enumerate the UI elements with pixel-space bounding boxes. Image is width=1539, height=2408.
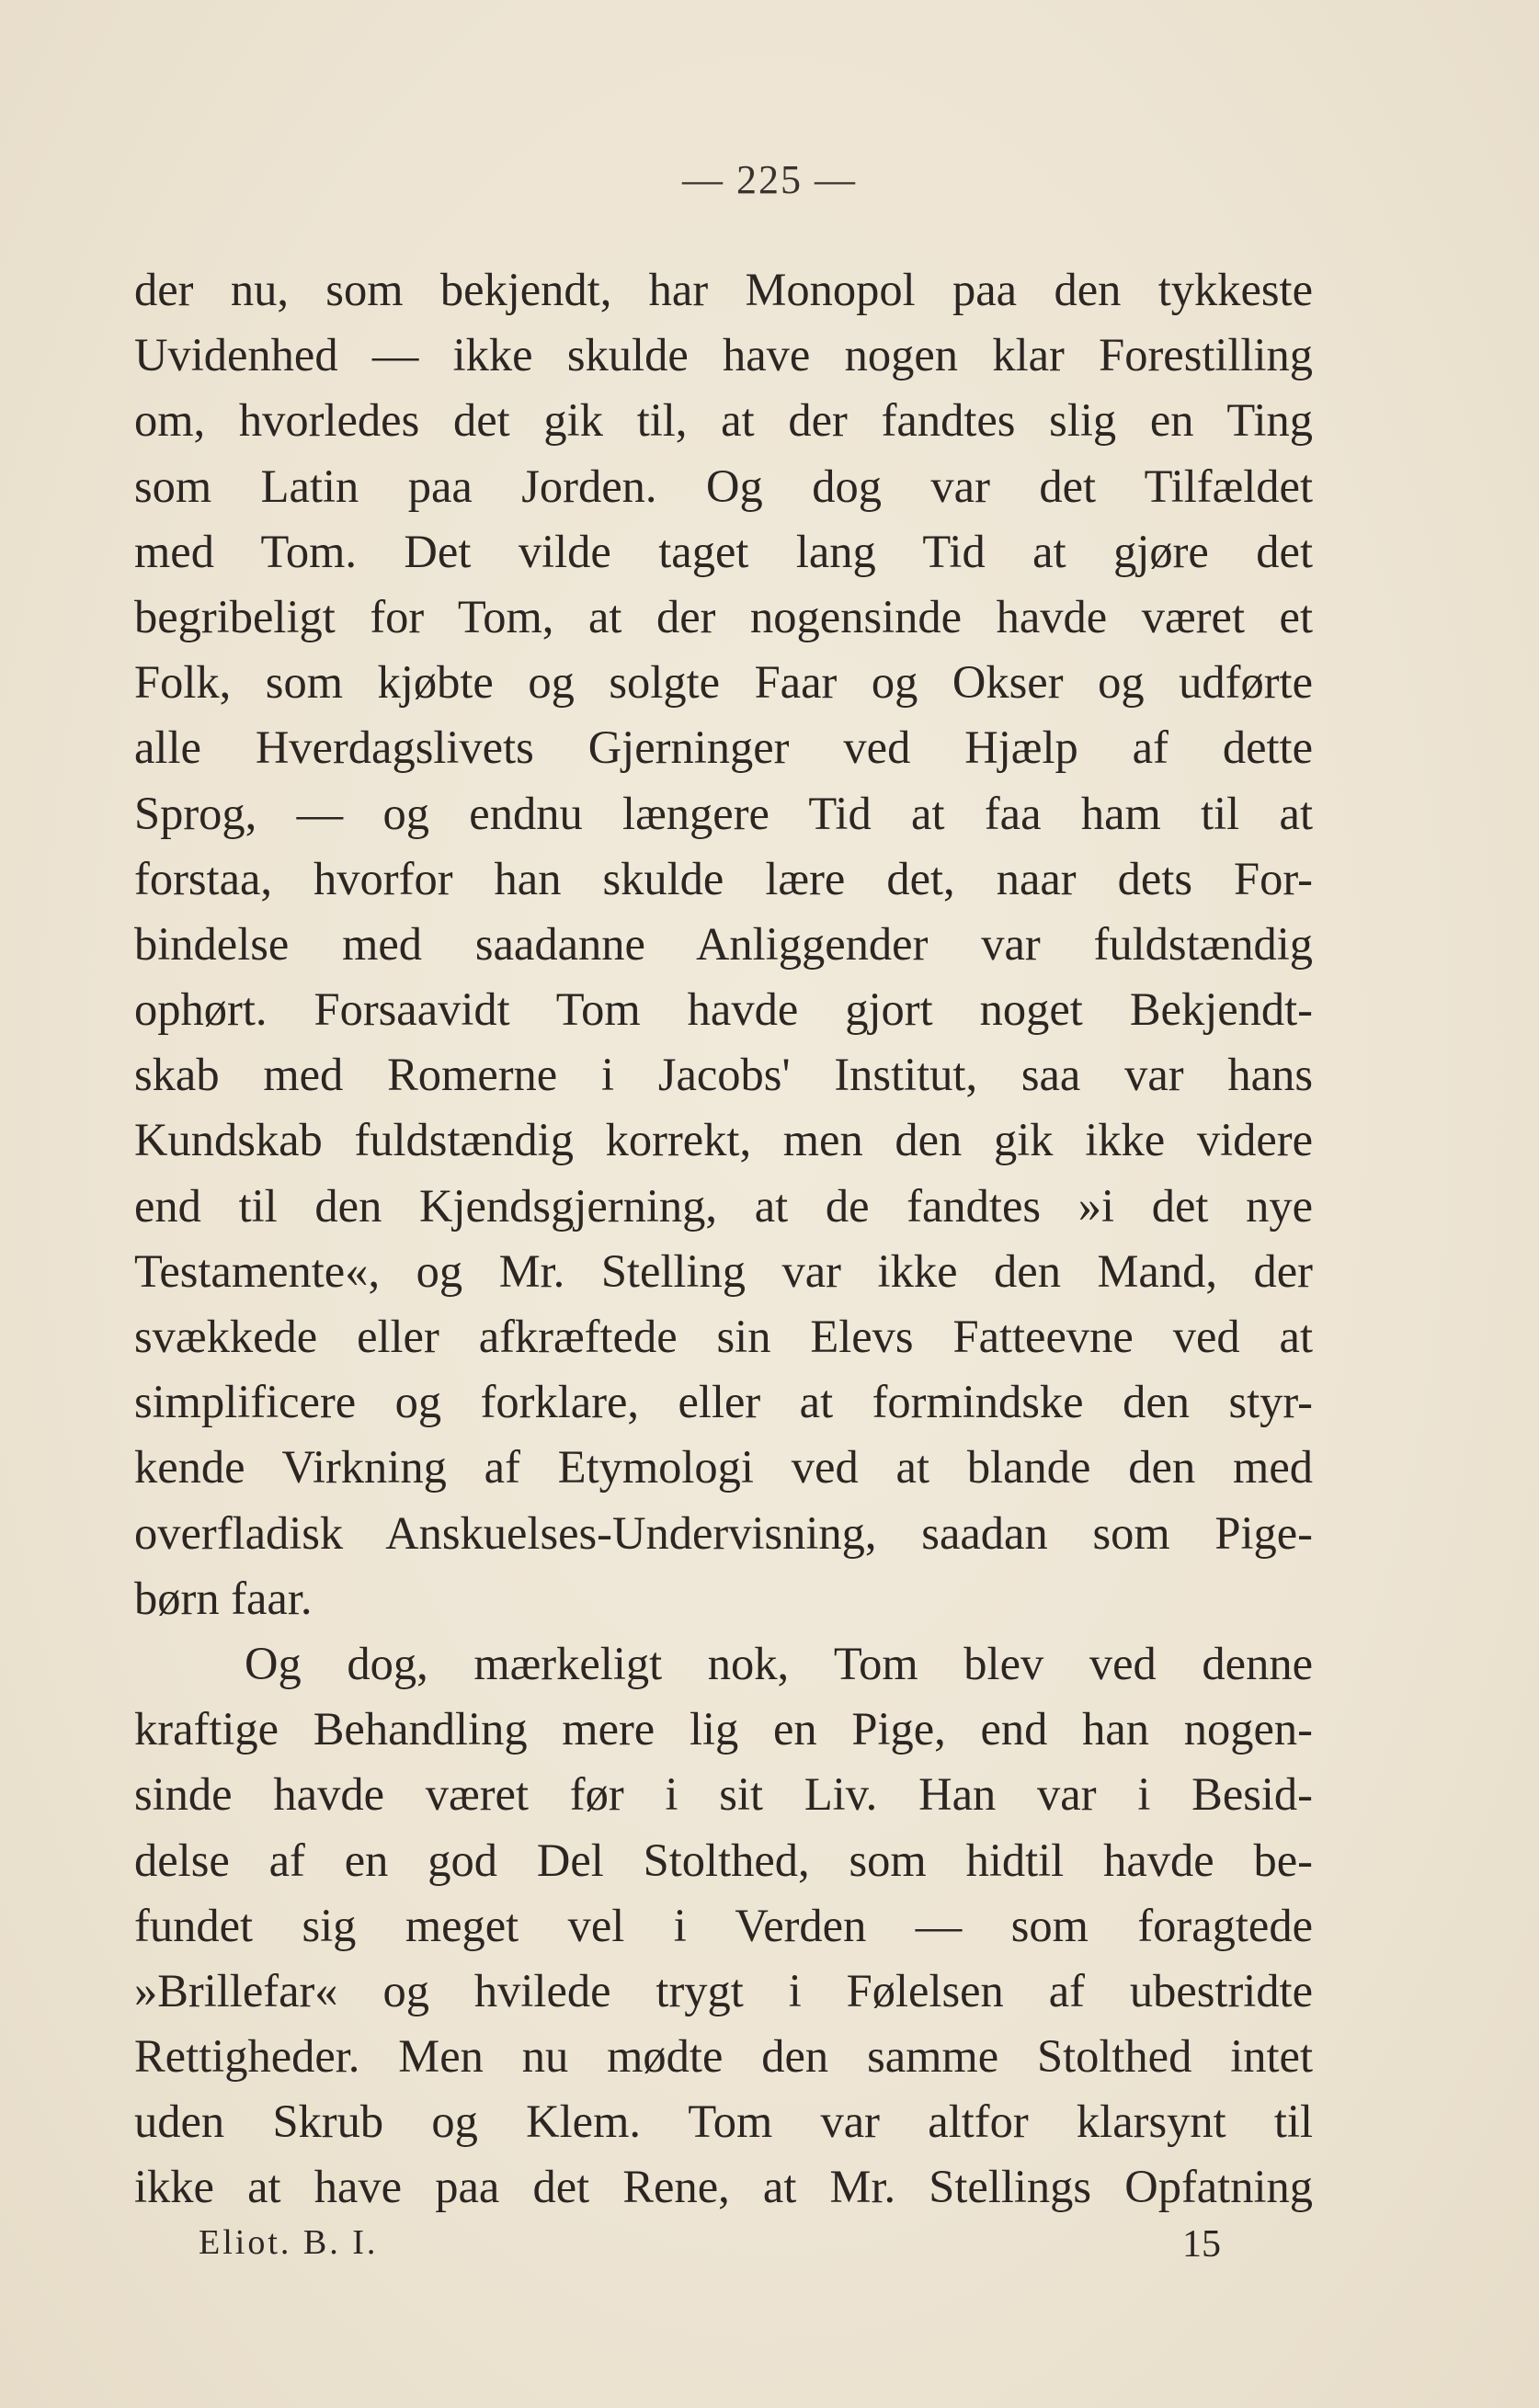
text-line: ophørt. Forsaavidt Tom havde gjort noget Bekjendt-: [134, 983, 1313, 1036]
text-line: kende Virkning af Etymologi ved at blande den med: [134, 1441, 1313, 1494]
text-line: delse af en god Del Stolthed, som hidtil havde be-: [134, 1834, 1313, 1886]
text-line: »Brillefar« og hvilede trygt i Følelsen af ubestridte: [134, 1964, 1313, 2016]
text-line: bindelse med saadanne Anliggender var fuldstændig: [134, 917, 1313, 970]
text-line: Rettigheder. Men nu mødte den samme Stolthed intet: [134, 2030, 1313, 2083]
text-line: alle Hverdagslivets Gjerninger ved Hjælp af dette: [134, 721, 1313, 774]
text-line: ikke at have paa det Rene, at Mr. Stellings Opfatning: [134, 2161, 1313, 2213]
text-line: overfladisk Anskuelses-Undervisning, saadan som Pige-: [134, 1506, 1313, 1559]
sheet-number: 15: [1182, 2223, 1221, 2266]
text-line: sinde havde været før i sit Liv. Han var i Besid-: [134, 1768, 1313, 1821]
paragraph-2: [134, 1631, 1313, 2221]
text-line: Og dog, mærkeligt nok, Tom blev ved denne: [245, 1637, 1313, 1689]
text-line: fundet sig meget vel i Verden — som foragtede: [134, 1899, 1313, 1951]
text-line: som Latin paa Jorden. Og dog var det Tilfældet: [134, 460, 1313, 512]
text-line: forstaa, hvorfor han skulde lære det, naar dets For-: [134, 852, 1313, 904]
page-number-header: — 225 —: [682, 157, 857, 202]
signature-mark: Eliot. B. I.: [199, 2223, 379, 2262]
text-line: Sprog, — og endnu længere Tid at faa ham til at: [134, 787, 1313, 839]
text-line: svækkede eller afkræftede sin Elevs Fatteevne ved at: [134, 1311, 1313, 1362]
text-line: simplificere og forklare, eller at formindske den styr-: [134, 1376, 1313, 1428]
text-line: Folk, som kjøbte og solgte Faar og Okser og udførte: [134, 656, 1313, 709]
text-line: end til den Kjendsgjerning, at de fandtes »i det nye: [134, 1179, 1313, 1232]
text-line: kraftige Behandling mere lig en Pige, end han nogen-: [134, 1703, 1313, 1755]
text-line: Kundskab fuldstændig korrekt, men den gik ikke videre: [134, 1114, 1313, 1166]
text-line: børn faar.: [134, 1572, 313, 1624]
paragraph-1: [134, 257, 1313, 1631]
text-line: begribeligt for Tom, at der nogensinde havde været et: [134, 590, 1313, 642]
text-line: om, hvorledes det gik til, at der fandtes slig en Ting: [134, 394, 1313, 447]
page-footer: [199, 2222, 1221, 2277]
text-line: skab med Romerne i Jacobs' Institut, saa var hans: [134, 1049, 1313, 1101]
text-line: med Tom. Det vilde taget lang Tid at gjøre det: [134, 525, 1313, 577]
text-line: Testamente«, og Mr. Stelling var ikke den Mand, der: [134, 1244, 1313, 1297]
text-line: Uvidenhed — ikke skulde have nogen klar Forestilling: [134, 329, 1313, 381]
text-line: uden Skrub og Klem. Tom var altfor klarsynt til: [134, 2096, 1313, 2148]
text-line: der nu, som bekjendt, har Monopol paa den tykkeste: [134, 264, 1313, 315]
body-text: [134, 257, 1313, 2221]
